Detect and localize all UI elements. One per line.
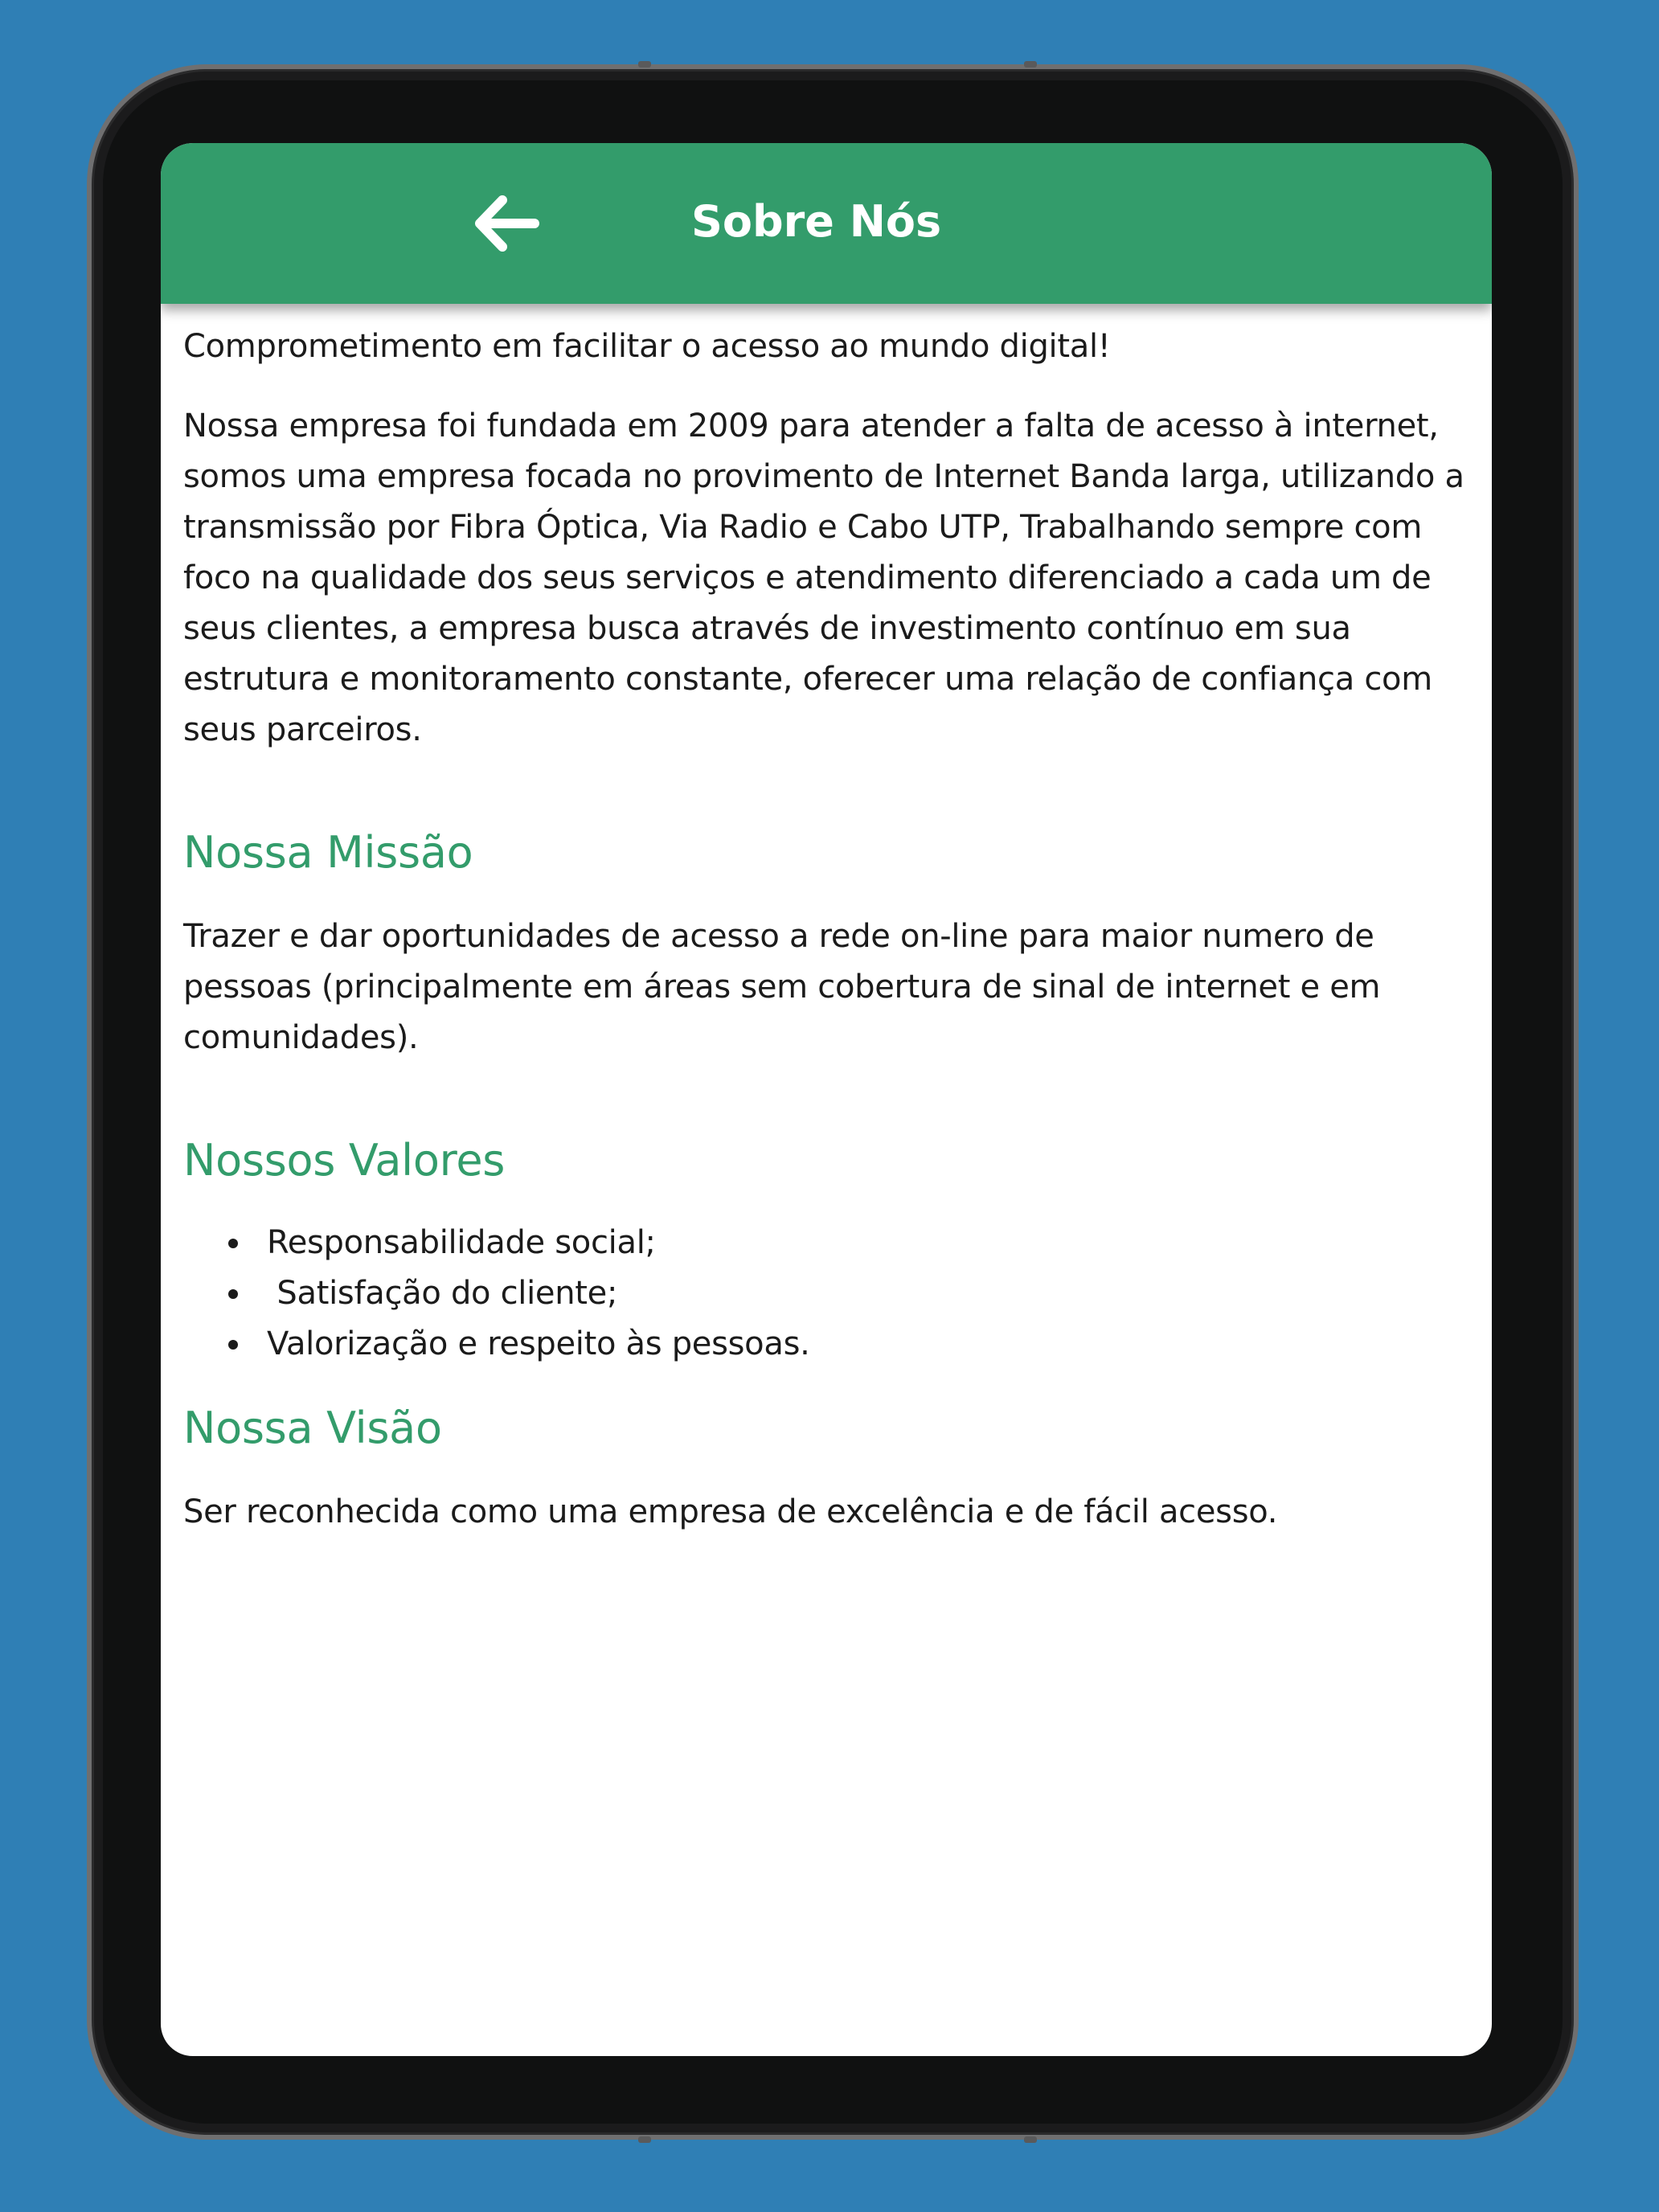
bullet-icon <box>228 1340 238 1350</box>
about-content <box>183 322 1477 1538</box>
bullet-icon <box>228 1239 238 1248</box>
arrow-left-icon <box>473 195 539 252</box>
tagline-text: Comprometimento em facilitar o acesso ao mundo digital! <box>183 328 1111 365</box>
frame-notch <box>638 2136 651 2143</box>
visao-paragraph: Ser reconhecida como uma empresa de excelência e de fácil acesso. <box>183 1493 1278 1530</box>
list-item <box>228 1218 1477 1268</box>
back-button[interactable] <box>466 183 547 264</box>
list-item-text: Responsabilidade social; <box>267 1224 656 1261</box>
bullet-icon <box>228 1289 238 1299</box>
list-item <box>228 1319 1477 1370</box>
app-bar <box>161 143 1492 304</box>
frame-notch <box>638 61 651 68</box>
valores-heading: Nossos Valores <box>183 1135 506 1186</box>
intro-paragraph: Nossa empresa foi fundada em 2009 para atender a falta de acesso à internet, somos uma empresa focada no provimento de Internet Banda larga, utilizando a transmissão por Fibra Óptica, Via Radio e Cabo UTP, Trabalhando sempre com foco na qualidade dos seus serviços e atendimento diferenciado a cada um de seus clientes, a empresa busca através de investimento contínuo em sua estrutura e monitoramento constante, oferecer uma relação de confiança com seus parceiros. <box>183 408 1464 748</box>
app-screen <box>161 143 1492 2056</box>
missao-heading: Nossa Missão <box>183 827 473 878</box>
list-item-text: Satisfação do cliente; <box>267 1275 618 1312</box>
frame-notch <box>1024 61 1037 68</box>
frame-notch <box>1024 2136 1037 2143</box>
valores-list <box>183 1218 1477 1370</box>
page-title: Sobre Nós <box>691 196 942 247</box>
missao-paragraph: Trazer e dar oportunidades de acesso a rede on-line para maior numero de pessoas (principalmente em áreas sem cobertura de sinal de internet e em comunidades). <box>183 918 1381 1056</box>
visao-heading: Nossa Visão <box>183 1403 442 1453</box>
list-item <box>228 1268 1477 1319</box>
list-item-text: Valorização e respeito às pessoas. <box>267 1325 810 1362</box>
